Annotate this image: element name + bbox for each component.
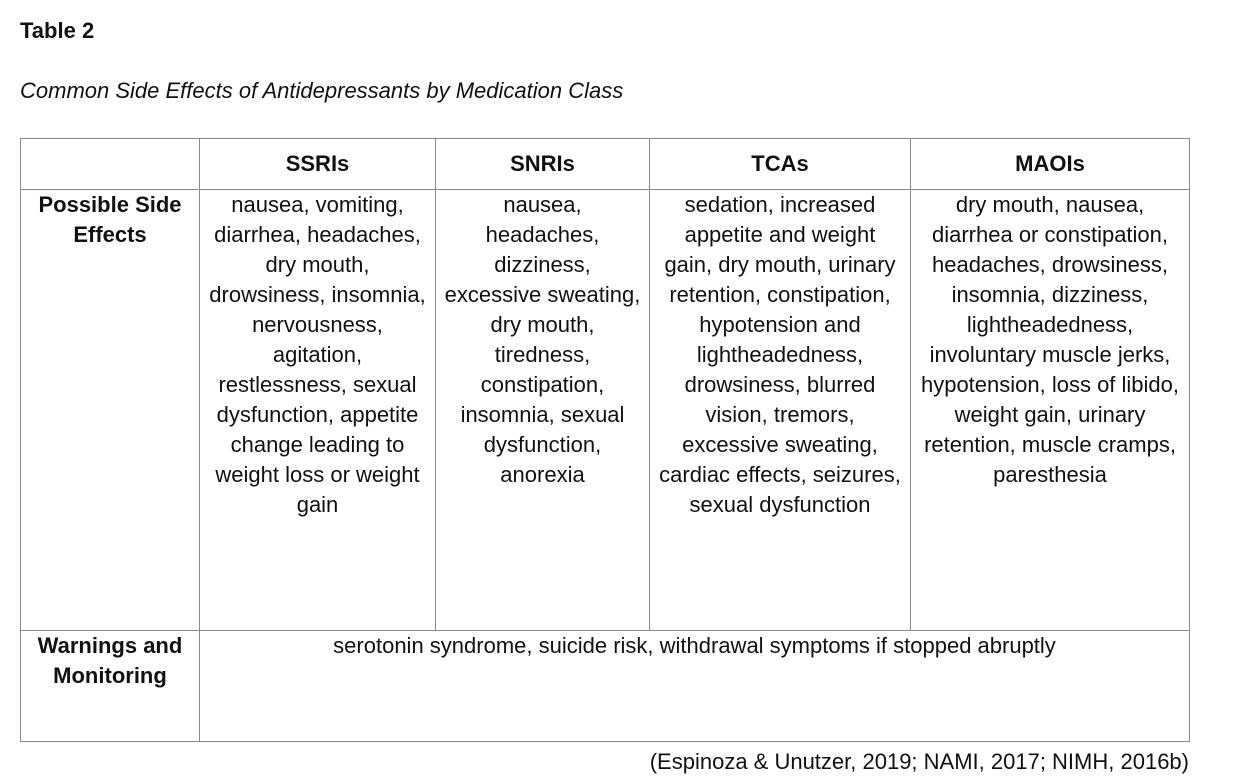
cell-maois-side-effects: dry mouth, nausea, diarrhea or constipation, headaches, drowsiness, insomnia, dizziness, lightheadedness, involuntary muscle jerks, hypotension, loss of libido, weight gain, urinary retention, muscle cramps, paresthesia: [911, 190, 1190, 631]
side-effects-table: [20, 138, 1190, 742]
citation: (Espinoza & Unutzer, 2019; NAMI, 2017; NIMH, 2016b): [649, 749, 1189, 774]
column-header-maois: MAOIs: [911, 139, 1190, 190]
column-header-tcas: TCAs: [650, 139, 911, 190]
cell-tcas-side-effects: sedation, increased appetite and weight gain, dry mouth, urinary retention, constipation, hypotension and lightheadedness, drowsiness, blurred vision, tremors, excessive sweating, cardiac effects, seizures, sexual dysfunction: [650, 190, 911, 631]
column-header-ssris: SSRIs: [200, 139, 436, 190]
row-header-side-effects: Possible Side Effects: [21, 190, 200, 631]
table-row: [21, 190, 1190, 631]
table-label: Table 2: [20, 18, 95, 43]
table-caption: Common Side Effects of Antidepressants by Medication Class: [20, 78, 624, 103]
cell-warnings: serotonin syndrome, suicide risk, withdrawal symptoms if stopped abruptly: [200, 631, 1190, 742]
cell-ssris-side-effects: nausea, vomiting, diarrhea, headaches, dry mouth, drowsiness, insomnia, nervousness, agitation, restlessness, sexual dysfunction, appetite change leading to weight loss or weight gain: [200, 190, 436, 631]
corner-cell: [21, 139, 200, 190]
cell-snris-side-effects: nausea, headaches, dizziness, excessive sweating, dry mouth, tiredness, constipation, insomnia, sexual dysfunction, anorexia: [436, 190, 650, 631]
column-header-snris: SNRIs: [436, 139, 650, 190]
row-header-warnings: Warnings and Monitoring: [21, 631, 200, 742]
table-header-row: [21, 139, 1190, 190]
table-row: [21, 631, 1190, 742]
